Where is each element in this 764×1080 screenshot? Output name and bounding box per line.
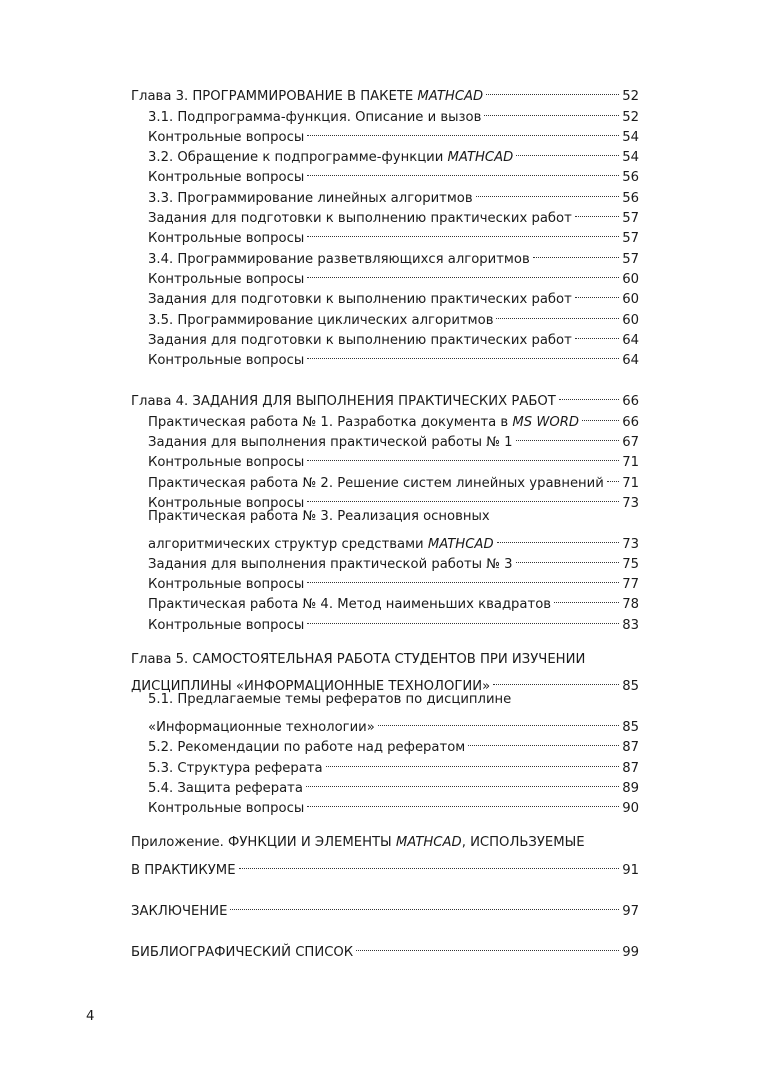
leader-dots: [496, 303, 619, 323]
toc-section-entry[interactable]: [131, 141, 639, 166]
toc-page-number: 89: [622, 780, 639, 796]
toc-entry-title: В ПРАКТИКУМЕ: [131, 862, 236, 878]
leader-dots: [307, 344, 619, 364]
toc-section-entry[interactable]: [131, 792, 639, 817]
leader-dots: [307, 792, 619, 812]
toc-page-number: 60: [622, 292, 639, 308]
leader-dots: [307, 161, 619, 181]
leader-dots: [516, 548, 620, 568]
leader-dots: [575, 324, 619, 344]
toc-entry-title: Контрольные вопросы: [148, 353, 305, 369]
leader-dots: [378, 711, 619, 731]
toc-entry-title: Глава 5. САМОСТОЯТЕЛЬНАЯ РАБОТА СТУДЕНТОВ ПРИ ИЗУЧЕНИИ: [131, 651, 586, 667]
toc-entry-title: Задания для подготовки к выполнению практических работ: [148, 332, 572, 348]
leader-dots: [326, 751, 620, 771]
leader-dots: [516, 141, 619, 161]
toc-section-entry[interactable]: [131, 772, 639, 796]
toc-section-entry[interactable]: [131, 527, 639, 552]
toc-section-entry[interactable]: [131, 446, 639, 471]
toc-page-number: 75: [622, 556, 639, 572]
toc-entry-title: БИБЛИОГРАФИЧЕСКИЙ СПИСОК: [131, 945, 354, 961]
leader-dots: [575, 283, 619, 303]
leader-dots: [497, 527, 620, 547]
leader-dots: [306, 772, 619, 792]
toc-chapter-entry[interactable]: [131, 936, 639, 961]
toc-page-number: 90: [622, 801, 639, 817]
toc-entry-title: Задания для подготовки к выполнению практических работ: [148, 292, 572, 308]
toc-page-number: 66: [622, 394, 639, 410]
toc-section-entry[interactable]: [131, 507, 639, 527]
toc-section-entry[interactable]: [131, 242, 639, 267]
table-of-contents: [131, 80, 639, 961]
toc-page-number: 57: [622, 251, 639, 267]
toc-section-entry[interactable]: [131, 222, 639, 247]
toc-chapter-entry[interactable]: [131, 80, 639, 105]
toc-entry-title: Контрольные вопросы: [148, 455, 305, 471]
toc-entry-title: Задания для выполнения практической работы № 3: [148, 556, 513, 572]
toc-entry-title: 3.3. Программирование линейных алгоритмов: [148, 190, 473, 206]
toc-entry-title: Контрольные вопросы: [148, 129, 305, 145]
leader-dots: [230, 895, 619, 915]
toc-page-number: 73: [622, 536, 639, 552]
toc-section-entry[interactable]: [131, 608, 639, 633]
toc-page-number: 64: [622, 353, 639, 369]
toc-section-entry[interactable]: [131, 181, 639, 206]
leader-dots: [307, 222, 619, 242]
toc-entry-title: ДИСЦИПЛИНЫ «ИНФОРМАЦИОННЫЕ ТЕХНОЛОГИИ»: [131, 679, 491, 695]
toc-entry-title: Задания для подготовки к выполнению практических работ: [148, 211, 572, 227]
toc-section-entry[interactable]: [131, 568, 639, 593]
toc-chapter-entry[interactable]: [131, 853, 639, 878]
toc-page-number: 87: [622, 760, 639, 776]
toc-page-number: 71: [622, 455, 639, 471]
leader-dots: [307, 121, 619, 141]
toc-section-entry[interactable]: [131, 751, 639, 776]
toc-section-entry[interactable]: [131, 548, 639, 572]
toc-entry-title: Контрольные вопросы: [148, 271, 305, 287]
toc-section-entry[interactable]: [131, 487, 639, 511]
toc-page-number: 78: [622, 597, 639, 613]
toc-page-number: 91: [622, 862, 639, 878]
toc-entry-title: Практическая работа № 1. Разработка документа в MS WORD: [148, 414, 580, 430]
toc-entry-title: Контрольные вопросы: [148, 495, 305, 511]
toc-section-entry[interactable]: [131, 344, 639, 369]
toc-entry-title: Практическая работа № 3. Реализация основных: [148, 508, 490, 524]
toc-section-entry[interactable]: [131, 303, 639, 328]
toc-entry-title: 5.2. Рекомендации по работе над рефератом: [148, 740, 466, 756]
toc-section-entry[interactable]: [131, 466, 639, 491]
toc-section-entry[interactable]: [131, 324, 639, 348]
toc-page-number: 85: [622, 719, 639, 735]
toc-entry-title: ЗАКЛЮЧЕНИЕ: [131, 903, 228, 919]
toc-page-number: 73: [622, 495, 639, 511]
toc-entry-title: Приложение. ФУНКЦИИ И ЭЛЕМЕНТЫ MATHCAD, ИСПОЛЬЗУЕМЫЕ: [131, 835, 585, 851]
toc-page-number: 71: [622, 475, 639, 491]
leader-dots: [468, 731, 619, 751]
toc-page-number: 97: [622, 903, 639, 919]
toc-entry-title: 3.4. Программирование разветвляющихся алгоритмов: [148, 251, 530, 267]
toc-page-number: 57: [622, 231, 639, 247]
toc-entry-title: 3.5. Программирование циклических алгоритмов: [148, 312, 494, 328]
toc-entry-title: Практическая работа № 4. Метод наименьших квадратов: [148, 597, 552, 613]
toc-section-entry[interactable]: [131, 100, 639, 125]
toc-entry-title: 3.1. Подпрограмма-функция. Описание и вызов: [148, 109, 482, 125]
toc-entry-title: «Информационные технологии»: [148, 719, 375, 735]
toc-entry-title: Контрольные вопросы: [148, 617, 305, 633]
toc-section-entry[interactable]: [131, 405, 639, 430]
toc-page-number: 56: [622, 170, 639, 186]
leader-dots: [307, 608, 619, 628]
toc-section-entry[interactable]: [131, 121, 639, 145]
toc-entry-title: 3.2. Обращение к подпрограмме-функции MATHCAD: [148, 150, 514, 166]
leader-dots: [486, 80, 619, 100]
toc-entry-title: 5.1. Предлагаемые темы рефератов по дисциплине: [148, 692, 512, 708]
toc-entry-title: Контрольные вопросы: [148, 170, 305, 186]
toc-entry-title: 5.4. Защита реферата: [148, 780, 303, 796]
toc-chapter-entry[interactable]: [131, 385, 639, 410]
toc-page-number: 60: [622, 312, 639, 328]
toc-page-number: 64: [622, 332, 639, 348]
toc-page-number: 54: [622, 150, 639, 166]
toc-entry-title: Контрольные вопросы: [148, 801, 305, 817]
toc-entry-title: 5.3. Структура реферата: [148, 760, 323, 776]
toc-page-number: 83: [622, 617, 639, 633]
leader-dots: [307, 568, 619, 588]
toc-page-number: 60: [622, 271, 639, 287]
toc-page-number: 52: [622, 89, 639, 105]
toc-page-number: 57: [622, 211, 639, 227]
toc-entry-title: Практическая работа № 2. Решение систем линейных уравнений: [148, 475, 604, 491]
toc-section-entry[interactable]: [131, 588, 639, 613]
leader-dots: [476, 181, 620, 201]
toc-page-number: 52: [622, 109, 639, 125]
toc-entry-title: Глава 3. ПРОГРАММИРОВАНИЕ В ПАКЕТЕ MATHCAD: [131, 89, 484, 105]
leader-dots: [484, 100, 619, 120]
toc-section-entry[interactable]: [131, 283, 639, 308]
toc-chapter-entry[interactable]: [131, 833, 639, 853]
leader-dots: [307, 263, 619, 283]
toc-page-number: 87: [622, 740, 639, 756]
toc-page-number: 67: [622, 435, 639, 451]
toc-section-entry[interactable]: [131, 426, 639, 451]
leader-dots: [239, 853, 620, 873]
leader-dots: [582, 405, 619, 425]
toc-page-number: 99: [622, 945, 639, 961]
toc-entry-title: алгоритмических структур средствами MATHCAD: [148, 536, 494, 552]
toc-page-number: 77: [622, 577, 639, 593]
toc-section-entry[interactable]: [131, 263, 639, 287]
toc-entry-title: Контрольные вопросы: [148, 231, 305, 247]
toc-chapter-entry[interactable]: [131, 670, 639, 695]
toc-page-number: 56: [622, 190, 639, 206]
leader-dots: [575, 202, 619, 222]
toc-section-entry[interactable]: [131, 690, 639, 710]
toc-chapter-entry[interactable]: [131, 895, 639, 919]
leader-dots: [559, 385, 619, 405]
leader-dots: [516, 426, 620, 446]
page-number: 4: [86, 1009, 95, 1024]
toc-section-entry[interactable]: [131, 161, 639, 186]
toc-page-number: 54: [622, 129, 639, 145]
leader-dots: [493, 670, 619, 690]
leader-dots: [307, 446, 619, 466]
toc-section-entry[interactable]: [131, 731, 639, 756]
leader-dots: [533, 242, 620, 262]
toc-chapter-entry[interactable]: [131, 650, 639, 670]
toc-entry-title: Глава 4. ЗАДАНИЯ ДЛЯ ВЫПОЛНЕНИЯ ПРАКТИЧЕСКИХ РАБОТ: [131, 394, 556, 410]
toc-section-entry[interactable]: [131, 202, 639, 227]
toc-section-entry[interactable]: [131, 711, 639, 735]
leader-dots: [554, 588, 619, 608]
toc-page-number: 66: [622, 414, 639, 430]
toc-entry-title: Задания для выполнения практической работы № 1: [148, 435, 513, 451]
toc-entry-title: Контрольные вопросы: [148, 577, 305, 593]
leader-dots: [356, 936, 619, 956]
toc-page-number: 85: [622, 679, 639, 695]
leader-dots: [607, 466, 619, 486]
leader-dots: [307, 487, 619, 507]
